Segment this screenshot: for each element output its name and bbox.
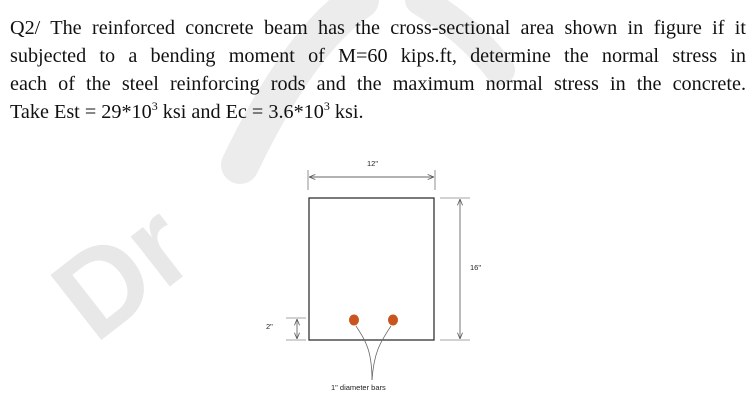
cover-label: 2" [266, 322, 273, 331]
problem-line-1: Q2/ The reinforced concrete beam has the cross-sectional area shown in figure if it [10, 17, 746, 39]
leader-line-left [356, 326, 372, 380]
problem-line-3: each of the steel reinforcing rods and the maximum normal stress in the concrete. [10, 73, 746, 95]
concrete-exponent: 3 [323, 99, 330, 113]
watermark-text: Dr [28, 177, 217, 366]
unit-text: ksi. [329, 101, 364, 123]
leader-line-right [372, 326, 391, 380]
modulus-concrete-text: ksi and Ec = 3.6*10 [157, 101, 324, 123]
steel-exponent: 3 [151, 99, 158, 113]
modulus-steel-text: Take Est = 29*10 [10, 101, 152, 123]
beam-section [309, 198, 434, 340]
width-label: 12" [367, 159, 379, 168]
rebar-right [388, 315, 398, 326]
height-label: 16" [470, 263, 482, 272]
problem-line-2: subjected to a bending moment of M=60 kips.ft, determine the normal stress in [10, 45, 746, 67]
rebar-left [349, 315, 359, 326]
bars-label: 1" diameter bars [331, 383, 386, 392]
